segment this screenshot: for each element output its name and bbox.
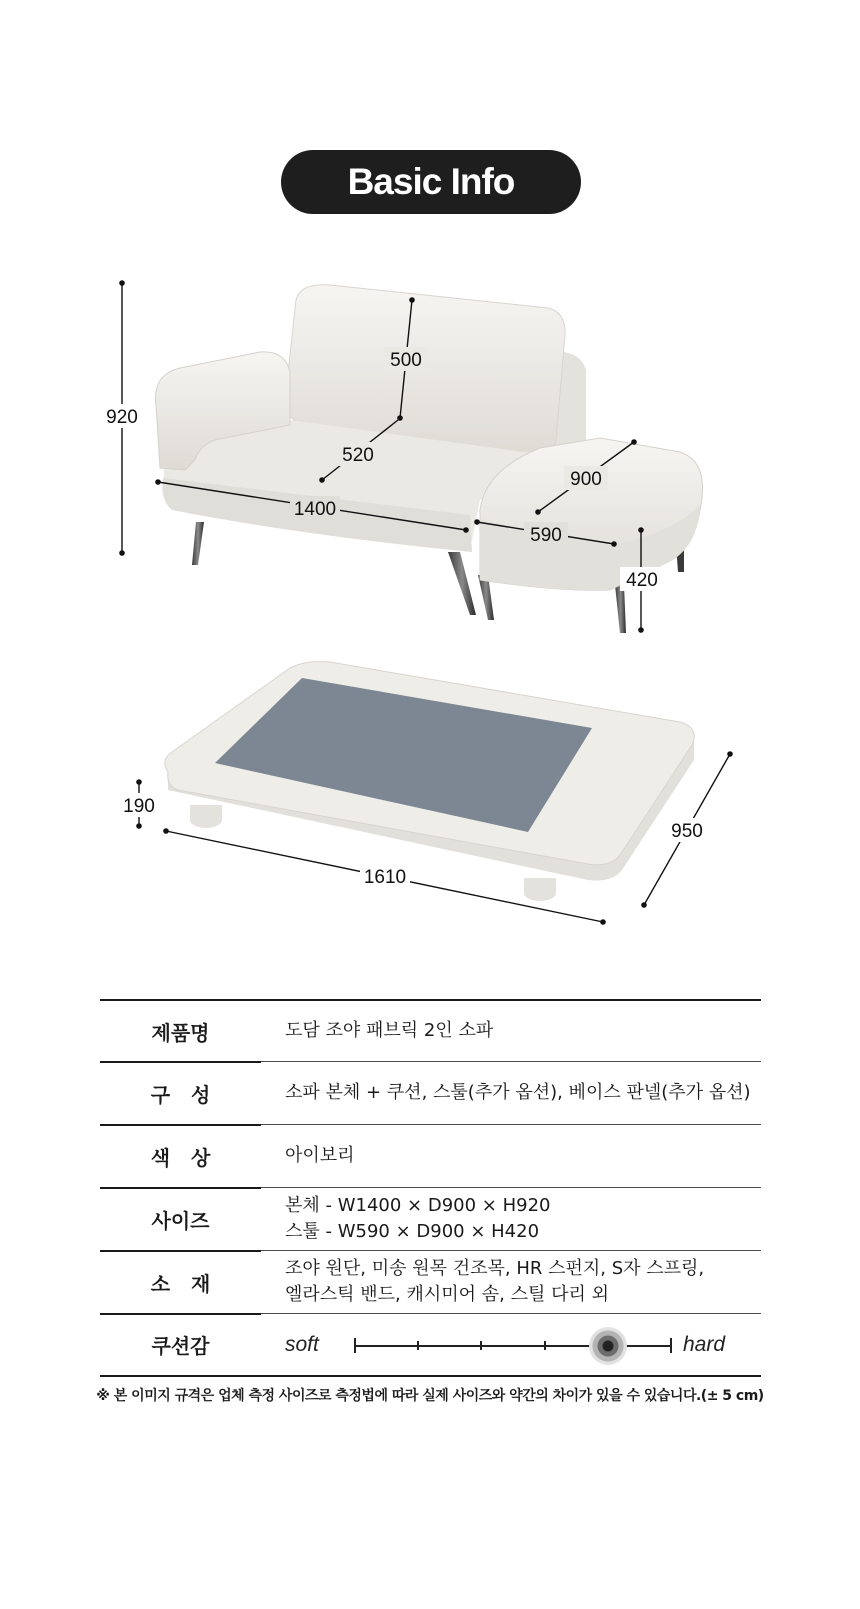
spec-row: [100, 1062, 761, 1125]
spec-value-line: 도담 조야 패브릭 2인 소파: [285, 1020, 494, 1041]
meter-tick: [354, 1338, 356, 1353]
sofa-width-label: 1400: [293, 499, 337, 520]
spec-row: [100, 1125, 761, 1188]
section-title-pill: [281, 150, 581, 214]
spec-value: [261, 1314, 761, 1375]
meter-soft-label: soft: [285, 1332, 319, 1356]
meter-tick: [480, 1341, 482, 1350]
measurement-note: ※ 본 이미지 규격은 업체 측정 사이즈로 측정법에 따라 실제 사이즈와 약간의 차이가 있을 수 있습니다.(± 5 cm): [96, 1388, 764, 1404]
meter-track: [355, 1345, 671, 1347]
seat-depth-label: 520: [342, 445, 374, 466]
panel-illustration: [0, 650, 860, 930]
sofa-illustration: [0, 270, 860, 640]
cushion-meter: [285, 1314, 761, 1375]
spec-label: 사이즈: [151, 1208, 210, 1233]
spec-value-line: 엘라스틱 밴드, 캐시미어 솜, 스틸 다리 외: [285, 1284, 609, 1305]
spec-value-line: 본체 - W1400 × D900 × H920: [285, 1195, 551, 1216]
panel-height-label: 190: [123, 796, 155, 817]
meter-indicator: [589, 1327, 627, 1365]
stool-leg: [615, 585, 626, 633]
sofa-leg: [448, 552, 476, 615]
sofa-height-label: 920: [106, 407, 138, 428]
panel-height-dimension: [117, 779, 161, 829]
meter-tick: [417, 1341, 419, 1350]
spec-row: [100, 1188, 761, 1251]
spec-value-line: 아이보리: [285, 1145, 355, 1166]
stool-width-label: 590: [530, 525, 562, 546]
spec-value: [261, 1188, 761, 1250]
meter-tick: [670, 1338, 672, 1353]
stool-depth-label: 900: [570, 469, 602, 490]
panel-depth-label: 950: [671, 821, 703, 842]
section-title: Basic Info: [347, 161, 515, 202]
spec-value: [261, 1062, 761, 1124]
spec-label: 소 재: [150, 1271, 211, 1296]
sofa-height-dimension: [100, 280, 144, 556]
spec-value: [261, 1001, 761, 1061]
spec-label: 쿠션감: [151, 1334, 210, 1358]
spec-value-line: 소파 본체 + 쿠션, 스툴(추가 옵션), 베이스 판넬(추가 옵션): [285, 1082, 751, 1103]
spec-table: [100, 999, 761, 1377]
spec-value: [261, 1251, 761, 1313]
spec-value-line: 스툴 - W590 × D900 × H420: [285, 1221, 540, 1242]
spec-row: [100, 1314, 761, 1377]
panel-width-label: 1610: [363, 867, 407, 888]
sofa-leg: [192, 522, 204, 565]
spec-row: [100, 1251, 761, 1314]
spec-value-line: 조야 원단, 미송 원목 건조목, HR 스펀지, S자 스프링,: [285, 1258, 705, 1279]
spec-label: 제품명: [151, 1020, 210, 1045]
spec-label: 구 성: [150, 1082, 211, 1107]
spec-label: 색 상: [150, 1145, 211, 1170]
spec-row: [100, 999, 761, 1062]
back-cushion-height-label: 500: [390, 350, 422, 371]
stool-height-label: 420: [626, 570, 658, 591]
spec-value: [261, 1125, 761, 1187]
meter-hard-label: hard: [683, 1332, 726, 1356]
meter-tick: [544, 1341, 546, 1350]
